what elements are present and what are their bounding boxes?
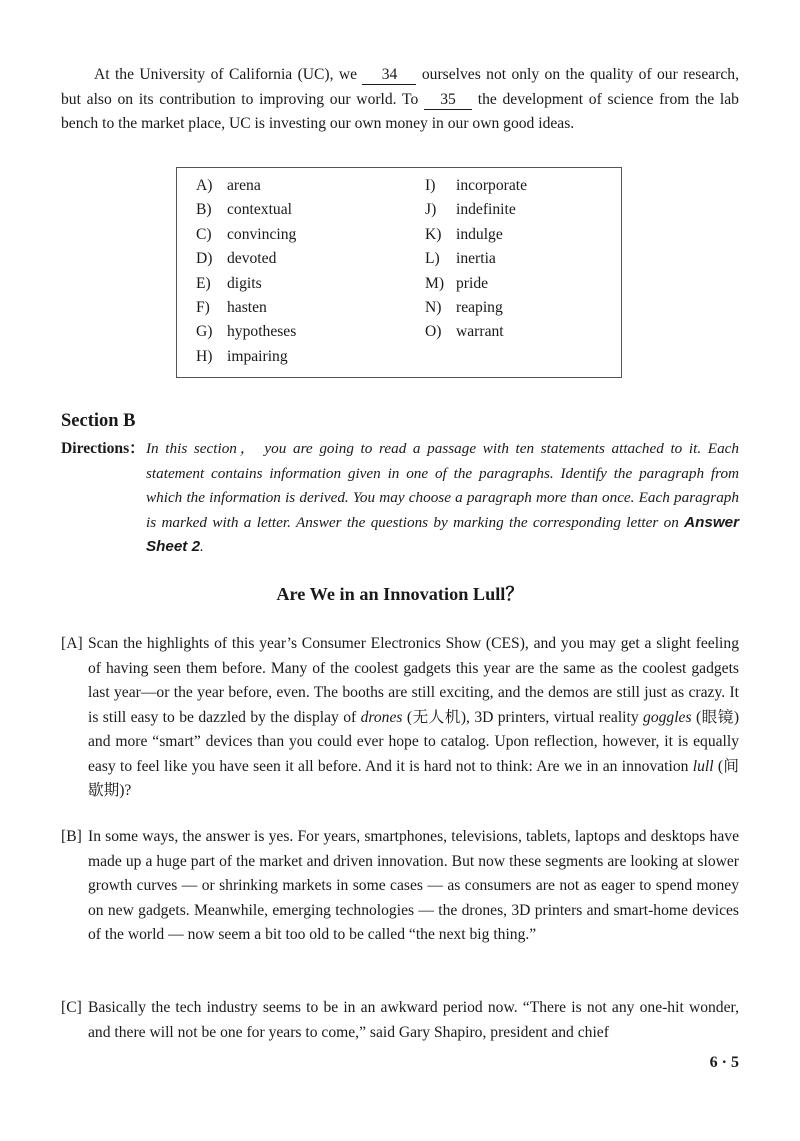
para-a-text-4: (间歇期)? [88,757,739,799]
word-text: impairing [227,347,288,365]
word-letter: E) [196,274,211,292]
paragraph-b [61,825,739,948]
word-letter: K) [425,225,442,243]
page-number: 6 · 5 [709,1054,739,1071]
term-goggles: goggles [643,708,692,726]
word-letter: B) [196,201,212,219]
word-bank-box [176,167,622,378]
word-text: hypotheses [227,323,297,341]
word-letter: D) [196,250,213,268]
paragraph-text: Basically the tech industry seems to be in an awkward period now. “There is not any one-hit wonder, and there will not be one for years to come,” said Gary Shapiro, president and chief [88,999,739,1041]
intro-text-2: ourselves not only on the quality of our research, but also on its contribution to improving our world. To [61,66,740,108]
para-a-text-3: (眼镜) and more “smart” devices than you could ever hope to catalog. Upon reflection, however, it is equally easy to feel like you have seen it all before. And it is hard not to think: Are we in an innovation [88,708,740,775]
word-bank-item [425,198,527,222]
word-bank-item [425,320,527,344]
word-text: indulge [456,225,503,243]
word-text: inertia [456,250,496,268]
word-bank-item [425,247,527,271]
word-bank-right-column [425,174,527,345]
word-bank-item [196,345,296,369]
word-text: contextual [227,201,292,219]
term-lull: lull [692,757,714,775]
answer-sheet-label: Answer Sheet 2 [146,513,739,555]
word-letter: L) [425,250,440,268]
word-bank-item [196,296,296,320]
word-text: arena [227,177,261,194]
word-bank-item [196,174,296,198]
word-text: digits [227,274,262,292]
word-bank-item [425,296,527,320]
paragraph-label: [C] [61,999,82,1016]
word-letter: A) [196,177,213,194]
word-bank-item [196,320,296,344]
paragraph-text: In some ways, the answer is yes. For years, smartphones, televisions, tablets, laptops and desktops have made up a huge part of the market and driven innovation. But now these segments are looking at slower growth curves — or shrinking markets in some cases — as consumers are not as eager to spend money on new gadgets. Meanwhile, emerging technologies — the drones, 3D printers and smart-home devices of the world — now seem a bit too old to be called “the next big thing.” [88,828,739,943]
paragraph-a [61,632,739,804]
paragraph-label: [A] [61,635,83,652]
term-drones: drones [360,708,403,726]
paragraph-text [88,632,739,804]
word-text: indefinite [456,201,516,219]
intro-text-3: the development of science from the lab bench to the market place, UC is investing our own money in our own good ideas. [61,90,739,132]
directions-text [146,437,739,560]
word-bank-item [196,272,296,296]
passage-title: Are We in an Innovation Lull？ [276,584,524,604]
word-letter: M) [425,274,445,292]
word-bank-item [196,198,296,222]
section-title: Section B [61,411,136,431]
word-text: reaping [456,298,503,316]
word-bank-item [425,174,527,198]
word-text: devoted [227,250,277,268]
word-letter: I) [425,177,436,194]
para-a-text-2: (无人机), 3D printers, virtual reality [406,708,639,726]
word-bank-item [425,272,527,296]
word-bank-left-column [196,174,296,369]
para-a-text-1: Scan the highlights of this year’s Consumer Electronics Show (CES), and you may get a slight feeling of having seen them before. Many of the coolest gadgets this year are the same as the coolest gadgets last year—or the year before, even. The booths are still exciting, and the demos are still just as crazy. It is still easy to be dazzled by the display of [88,635,739,726]
directions-end: . [200,538,204,555]
word-letter: J) [425,201,437,219]
paragraph-label: [B] [61,828,82,845]
word-bank-item [196,223,296,247]
directions-label: Directions： [61,440,145,457]
directions-body: In this section， you are going to read a passage with ten statements attached to it. Each statement contains information given in one of the paragraphs. Identify the paragraph from which the information is derived. You may choose a paragraph more than once. Each paragraph is marked with a letter. Answer the questions by marking the corresponding letter on [146,440,739,531]
word-bank-item [425,223,527,247]
word-bank-item [196,247,296,271]
word-text: incorporate [456,177,528,194]
intro-paragraph [61,63,739,137]
word-text: convincing [227,225,297,243]
word-letter: F) [196,298,210,316]
word-letter: C) [196,225,212,243]
word-text: pride [456,274,489,292]
word-letter: O) [425,323,442,341]
word-text: hasten [227,298,267,316]
paragraph-c [61,996,739,1045]
blank-35: 35 [424,91,472,110]
word-letter: G) [196,323,213,341]
blank-34: 34 [362,66,416,85]
word-letter: N) [425,298,442,316]
word-letter: H) [196,347,213,365]
word-text: warrant [456,323,504,341]
intro-text-1: At the University of California (UC), we [94,66,358,83]
